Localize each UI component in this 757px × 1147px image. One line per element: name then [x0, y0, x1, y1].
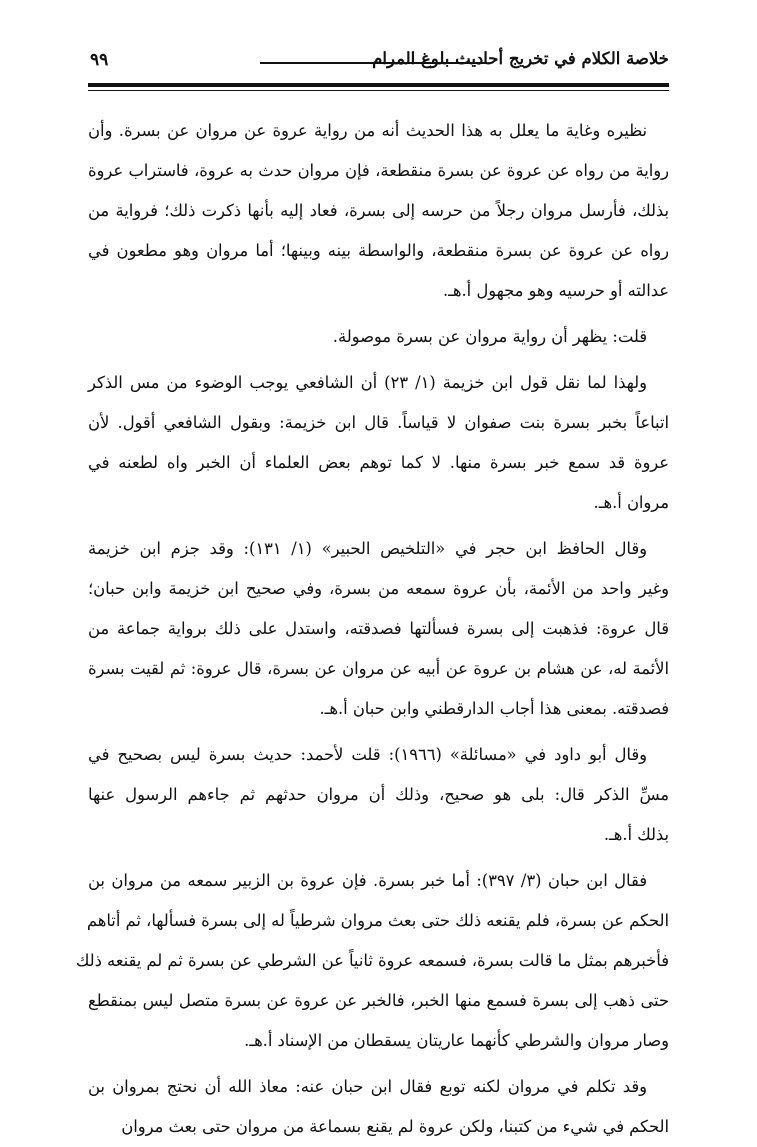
- text-line: الحكم في شيء من كتبنا، ولكن عروة لم يقنع بسماعة من مروان حتى بعث مروان: [121, 1117, 669, 1136]
- text-line: فصدقته. بمعنى هذا أجاب الدارقطني وابن حبان أ.هـ.: [319, 699, 669, 718]
- text-line: الحكم عن بسرة، فلم يقنعه ذلك حتى بعث مروان شرطياً له إلى بسرة فسألها، ثم أتاهم: [86, 911, 669, 930]
- text-line: اتباعاً بخبر بسرة بنت صفوان لا قياساً. قال ابن خزيمة: وبقول الشافعي أقول. لأن: [88, 413, 669, 432]
- paragraph: [75, 861, 669, 1061]
- paragraph: [88, 363, 669, 523]
- text-line: فقال ابن حبان (٣/ ٣٩٧): أما خبر بسرة. فإن عروة بن الزبير سمعه من مروان بن: [88, 871, 647, 890]
- text-line: وقد تكلم في مروان لكنه توبع فقال ابن حبان عنه: معاذ الله أن نحتج بمروان بن: [88, 1077, 647, 1096]
- paragraph: [88, 529, 669, 729]
- text-line: الأئمة له، عن هشام بن عروة عن أبيه عن مروان عن بسرة، قال عروة: ثم لقيت بسرة: [88, 659, 669, 678]
- paragraph: [88, 1067, 669, 1147]
- text-line: وغير واحد من الأئمة، بأن عروة سمعه من بسرة، وفي صحيح ابن خزيمة وابن حبان؛: [88, 579, 669, 598]
- running-header: [88, 48, 669, 76]
- page-number: ٩٩: [90, 50, 109, 70]
- text-line: ولهذا لما نقل قول ابن خزيمة (١/ ٢٣) أن الشافعي يوجب الوضوء من مس الذكر: [88, 373, 647, 392]
- book-title: خلاصة الكلام في تخريج أحاديث بلوغ المرام: [372, 49, 669, 68]
- text-line: بذلك أ.هـ.: [603, 825, 669, 844]
- text-line: رواه عن عروة عن بسرة منقطعة، والواسطة بينه وبينها؛ أما مروان وهو مطعون في: [88, 241, 669, 260]
- text-line: وقال الحافظ ابن حجر في «التلخيص الحبير» (١/ ١٣١): وقد جزم ابن خزيمة: [88, 539, 647, 558]
- text-line: قلت: يظهر أن رواية مروان عن بسرة موصولة.: [332, 327, 647, 346]
- text-line: عروة قد سمع خبر بسرة منها. لا كما توهم بعض العلماء أن الخبر واه لطعنه في: [88, 453, 669, 472]
- text-line: وصار مروان والشرطي كأنهما عاريتان يسقطان من الإسناد أ.هـ.: [244, 1031, 669, 1050]
- text-line: بذلك، فأرسل مروان رجلاً من حرسه إلى بسرة، فعاد إليه بأنها ذكرت ذلك؛ فرواية من: [88, 201, 669, 220]
- text-line: فأخبرهم بمثل ما قالت بسرة، فسمعه عروة ثانياً عن الشرطي عن بسرة ثم لم يقنعه ذلك: [75, 951, 669, 970]
- header-divider-thick: [88, 83, 669, 87]
- text-line: مروان أ.هـ.: [593, 493, 669, 512]
- text-line: حتى ذهب إلى بسرة فسمع منها الخبر، فالخبر عن عروة عن بسرة متصل ليس بمنقطع: [88, 991, 669, 1010]
- text-line: نظيره وغاية ما يعلل به هذا الحديث أنه من رواية عروة عن مروان عن بسرة. وأن: [88, 121, 647, 140]
- paragraph: [88, 317, 669, 357]
- text-line: رواية من رواه عن عروة عن بسرة منقطعة، فإن مروان حدث به عروة، فاستراب عروة: [88, 161, 669, 180]
- paragraph: [88, 735, 669, 855]
- paragraph: [88, 111, 669, 311]
- text-line: وقال أبو داود في «مسائلة» (١٩٦٦): قلت لأحمد: حديث بسرة ليس بصحيح في: [88, 745, 647, 764]
- body-text: [75, 111, 669, 1147]
- text-line: مسِّ الذكر قال: بلى هو صحيح، وذلك أن مروان حدثهم ثم جاءهم الرسول عنها: [88, 785, 669, 804]
- text-line: قال عروة: فذهبت إلى بسرة فسألتها فصدقته، واستدل على ذلك برواية جماعة من: [88, 619, 669, 638]
- text-line: عدالته أو حرسيه وهو مجهول أ.هـ.: [442, 281, 669, 300]
- header-divider-thin: [88, 90, 669, 91]
